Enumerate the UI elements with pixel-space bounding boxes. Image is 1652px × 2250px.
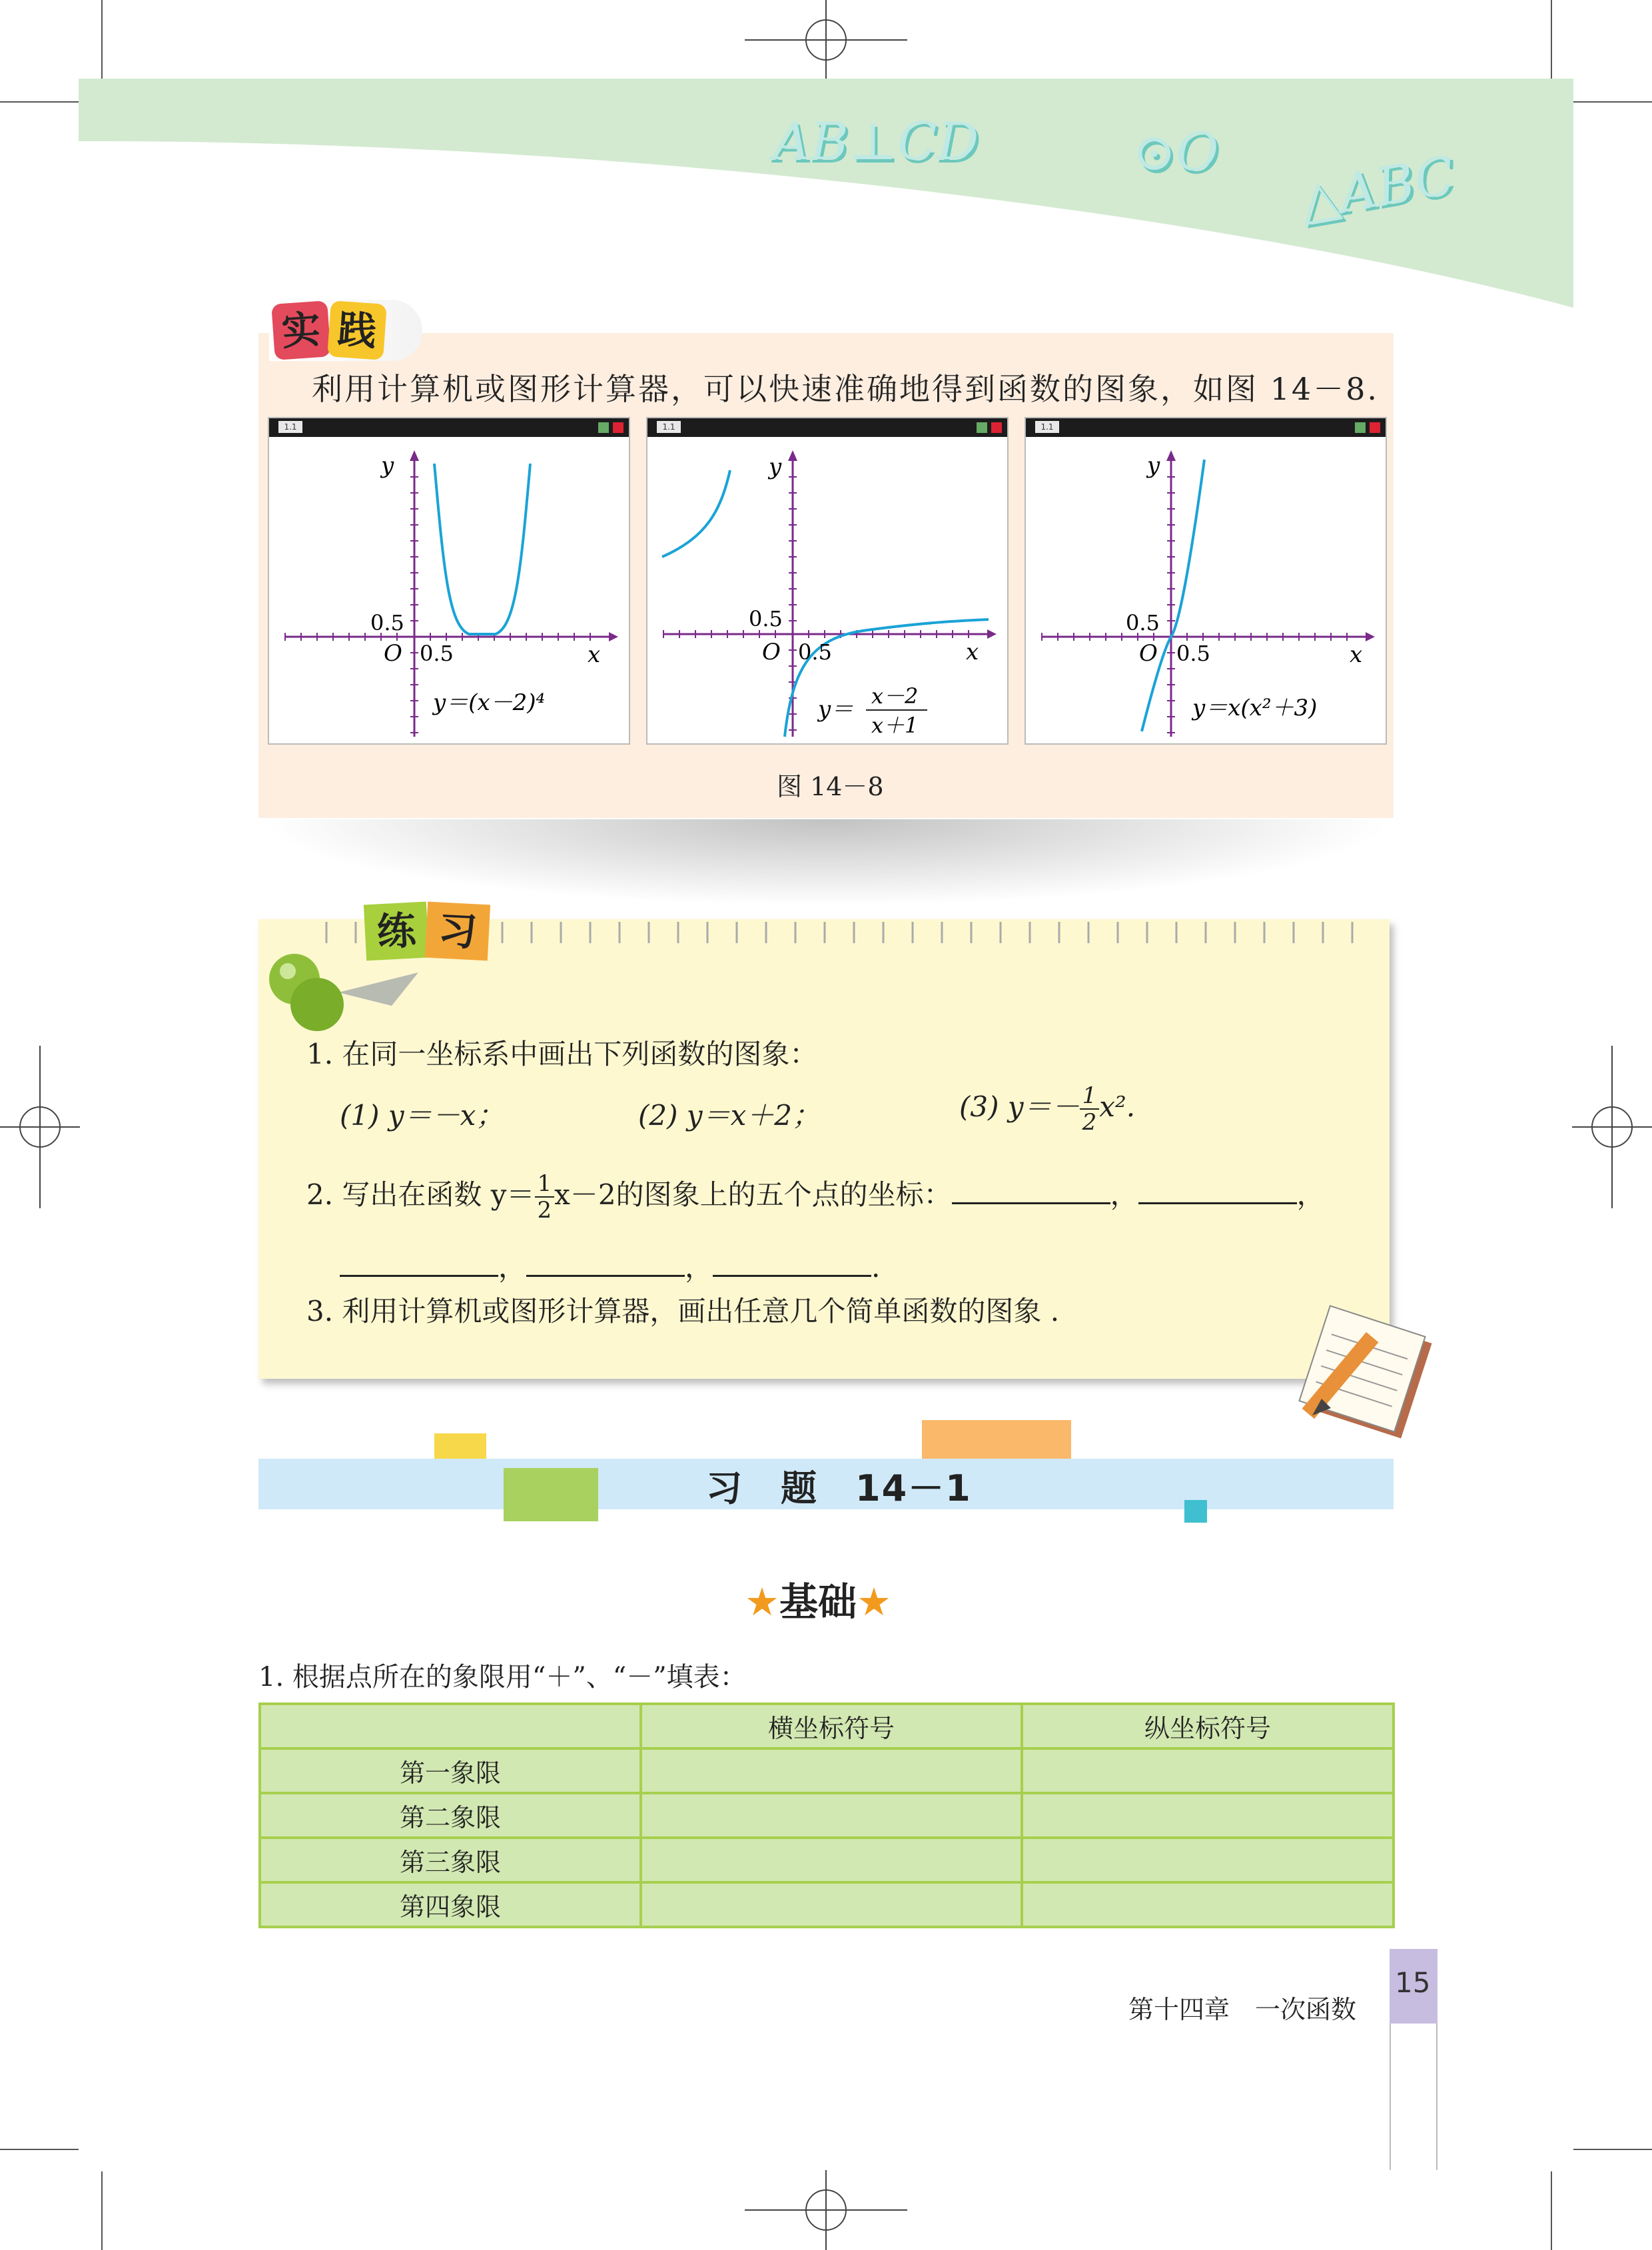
practice-tag-char: 实 [271, 300, 331, 360]
crop-mark [0, 2149, 79, 2150]
separator: ， [1296, 1178, 1325, 1211]
tick-label-y: 0.5 [370, 610, 404, 635]
registration-mark [0, 1046, 80, 1208]
graph-plot [1026, 437, 1386, 743]
table-answer-cell[interactable] [1022, 1838, 1394, 1882]
deco-square [504, 1468, 598, 1521]
table-answer-cell[interactable] [641, 1793, 1022, 1838]
crop-mark [101, 2171, 103, 2250]
tick-label-x: 0.5 [798, 639, 832, 665]
calculator-tab: 1.1 [278, 421, 302, 433]
table-row [260, 1838, 1394, 1882]
table-row [260, 1748, 1394, 1793]
fraction-denominator: 2 [537, 1197, 552, 1224]
fraction-numerator: 1 [1080, 1083, 1100, 1110]
table-row [260, 1793, 1394, 1838]
answer-blank[interactable] [526, 1250, 685, 1277]
exercise-item-1: 1. 在同一坐标系中画出下列函数的图象： [306, 1038, 818, 1070]
table-answer-cell[interactable] [641, 1748, 1022, 1793]
exercise-item-1a: (1) y＝－x； [340, 1099, 504, 1132]
registration-mark [745, 2170, 907, 2250]
section-label: 基础 [779, 1579, 857, 1625]
exercise-item-1c [959, 1083, 1135, 1135]
figure-caption: 图 14－8 [777, 772, 884, 801]
deco-square [1184, 1500, 1207, 1523]
header-deco-perpendicular: AB⊥CD [773, 112, 979, 172]
separator: ， [1110, 1178, 1138, 1211]
calculator-tab: 1.1 [1035, 421, 1059, 433]
table-answer-cell[interactable] [641, 1838, 1022, 1882]
tick-label-y: 0.5 [1126, 610, 1160, 635]
answer-blank[interactable] [713, 1250, 871, 1277]
answer-blank[interactable] [952, 1177, 1110, 1204]
calculator-screen [1025, 417, 1387, 745]
table-answer-cell[interactable] [1022, 1882, 1394, 1927]
table-answer-cell[interactable] [1022, 1748, 1394, 1793]
exercise-tag-char: 习 [425, 902, 490, 961]
exercise-tag-char: 练 [364, 902, 429, 961]
table-row-label: 第二象限 [260, 1793, 641, 1838]
deco-square [922, 1420, 1071, 1460]
chapter-footer: 第十四章 一次函数 [1128, 1995, 1357, 2024]
formula-text: (3) y＝－ [959, 1090, 1080, 1123]
section-basic-heading [745, 1571, 891, 1627]
exercise-item-3: 3. 利用计算机或图形计算器，画出任意几个简单函数的图象 . [306, 1295, 1060, 1327]
crop-mark [1573, 2149, 1652, 2150]
problem-set-title: 习 题 14－1 [706, 1467, 972, 1509]
practice-intro: 利用计算机或图形计算器，可以快速准确地得到函数的图象，如图 14－8. [312, 371, 1380, 407]
calculator-tab: 1.1 [657, 421, 681, 433]
separator: ， [685, 1251, 713, 1284]
calculator-screen [646, 417, 1009, 745]
question-1: 1. 根据点所在的象限用“＋”、“－”填表： [258, 1662, 747, 1692]
table-row-label: 第四象限 [260, 1882, 641, 1927]
fraction [535, 1171, 555, 1223]
fraction-numerator: 1 [535, 1171, 555, 1198]
exercise-item-2 [306, 1171, 1325, 1223]
exercise-item-2-cont [340, 1246, 880, 1286]
exercise-item-1b: (2) y＝x＋2； [638, 1099, 820, 1132]
axis-label-x: x [966, 639, 979, 665]
formula-numerator: x－2 [871, 683, 919, 709]
page-edge-line [1436, 2024, 1438, 2170]
separator: . [871, 1251, 881, 1284]
fraction [1080, 1083, 1100, 1135]
answer-blank[interactable] [1138, 1177, 1297, 1204]
tick-label-x: 0.5 [1176, 641, 1210, 666]
table-header-cell: 纵坐标符号 [1022, 1704, 1394, 1748]
table-row-label: 第一象限 [260, 1748, 641, 1793]
section-shadow [258, 819, 1394, 906]
fraction-denominator: 2 [1082, 1109, 1097, 1136]
graph-plot [647, 437, 1007, 743]
calculator-title-bar [647, 418, 1007, 437]
origin-label: O [1139, 640, 1158, 667]
star-icon: ★ [745, 1579, 779, 1625]
function-formula: y＝ [818, 696, 854, 723]
registration-mark [1572, 1046, 1652, 1208]
origin-label: O [384, 640, 402, 667]
item-text: x－2的图象上的五个点的坐标： [554, 1178, 952, 1211]
practice-tag-char: 践 [327, 300, 387, 360]
axis-label-y: y [381, 452, 394, 479]
calculator-screen [268, 417, 630, 745]
tick-label-x: 0.5 [420, 641, 454, 666]
notepad-pencil-icon [1292, 1299, 1452, 1445]
origin-label: O [762, 639, 781, 665]
page-number: 15 [1395, 1966, 1431, 1999]
answer-blank[interactable] [340, 1250, 498, 1277]
header-deco-circle: ⊙O [1132, 123, 1219, 183]
function-formula: y＝(x－2)⁴ [433, 689, 546, 716]
item-text: 2. 写出在函数 y＝ [306, 1178, 535, 1211]
table-row [260, 1882, 1394, 1927]
separator: ， [498, 1251, 527, 1284]
formula-text: x². [1099, 1090, 1136, 1123]
table-header-row [260, 1704, 1394, 1748]
table-answer-cell[interactable] [1022, 1793, 1394, 1838]
table-header-cell: 横坐标符号 [641, 1704, 1022, 1748]
quadrant-sign-table [258, 1702, 1395, 1928]
table-header-cell [260, 1704, 641, 1748]
calculator-title-bar [269, 418, 629, 437]
axis-label-x: x [1350, 641, 1363, 668]
axis-label-y: y [1147, 452, 1160, 479]
axis-label-x: x [588, 641, 601, 668]
page-edge-line [1390, 2024, 1391, 2170]
crop-mark [1551, 2171, 1552, 2250]
calculator-title-bar [1026, 418, 1386, 437]
axis-label-y: y [769, 454, 782, 480]
tick-label-y: 0.5 [749, 606, 783, 631]
graph-plot [269, 437, 629, 743]
table-answer-cell[interactable] [641, 1882, 1022, 1927]
formula-denominator: x＋1 [871, 713, 919, 738]
table-row-label: 第三象限 [260, 1838, 641, 1882]
star-icon: ★ [857, 1579, 892, 1625]
function-formula: y＝x(x²＋3) [1192, 695, 1318, 721]
header-deco-triangle: △ABC [1294, 145, 1459, 232]
